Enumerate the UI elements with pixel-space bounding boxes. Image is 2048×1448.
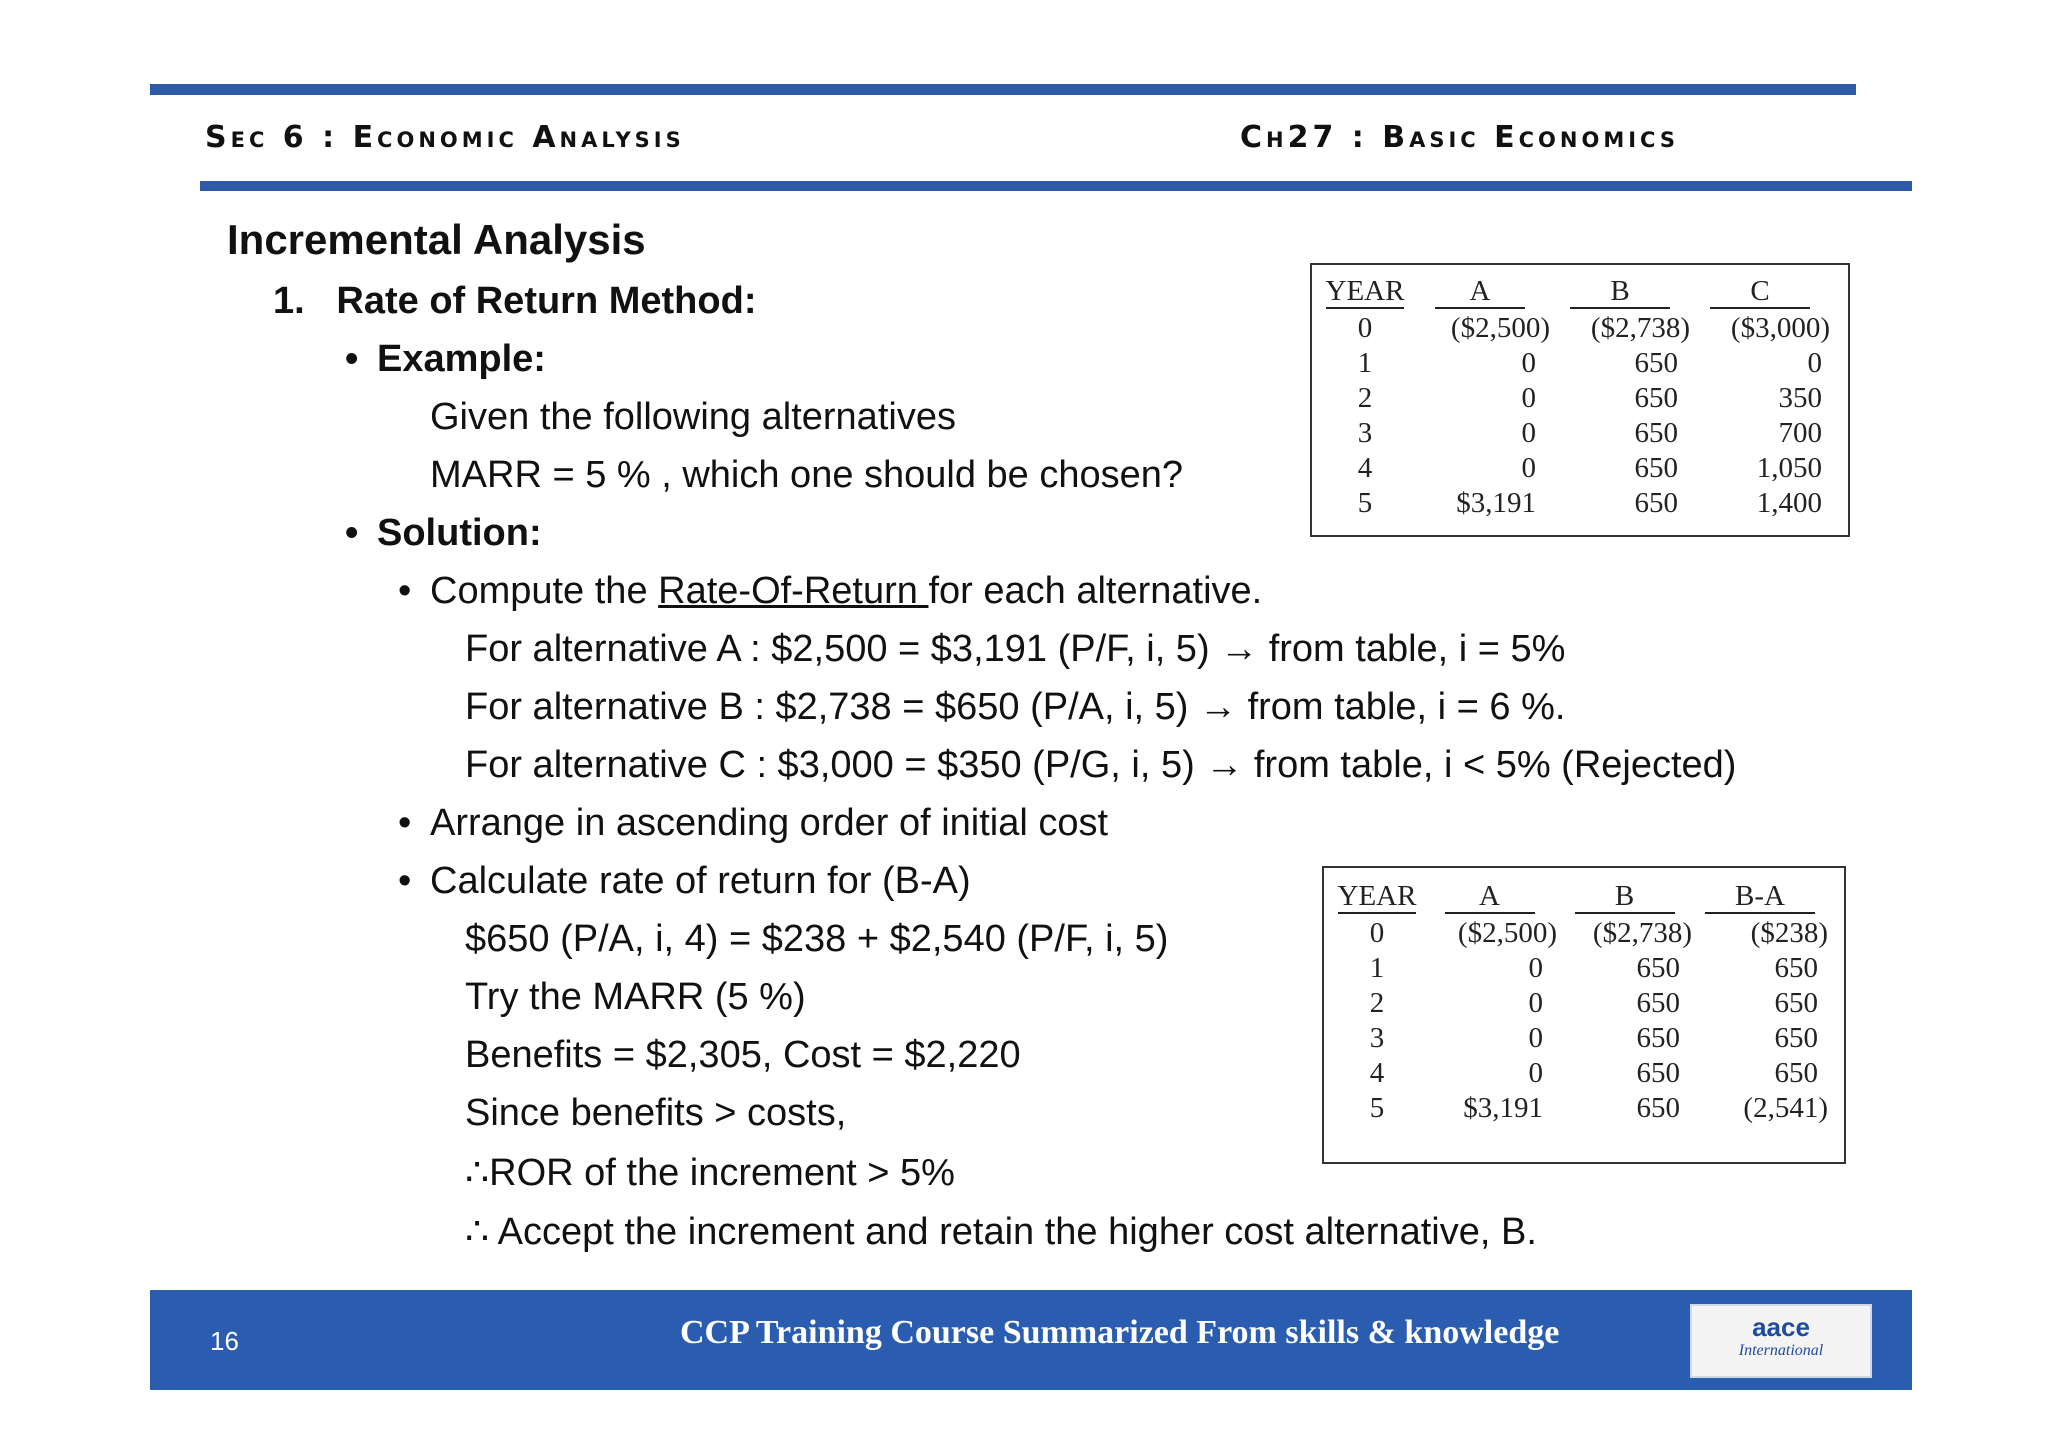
rate-of-return-link[interactable]: Rate-Of-Return	[658, 570, 929, 612]
alternatives-table	[1310, 263, 1850, 537]
example-heading	[345, 338, 546, 381]
method-heading	[273, 280, 756, 323]
calc-line: ∴ROR of the increment > 5%	[465, 1152, 955, 1194]
table-row: 5 $3,191 650 1,400	[1357, 487, 1822, 519]
column-header: YEAR	[1337, 880, 1417, 912]
table-row: 1 0 650 0	[1357, 347, 1822, 379]
table-row: 4 0 650 1,050	[1357, 452, 1822, 484]
bullet-icon: •	[398, 802, 412, 844]
solution-label: Solution:	[377, 512, 542, 554]
column-header: A	[1445, 880, 1535, 914]
table-row: 3 0 650 700	[1357, 417, 1822, 449]
bullet-icon: •	[345, 512, 359, 554]
compute-bullet: • Compute the Rate-Of-Return for each alternative.	[398, 570, 1263, 612]
header-top-rule	[150, 84, 1856, 95]
logo-subtitle: International	[1738, 1342, 1824, 1359]
column-header: YEAR	[1325, 275, 1405, 307]
table-row: 4 0 650 650	[1369, 1057, 1818, 1089]
example-line: Given the following alternatives	[430, 396, 956, 438]
table-row: 2 0 650 650	[1369, 987, 1818, 1019]
conclusion-line: ∴ Accept the increment and retain the higher cost alternative, B.	[465, 1211, 1537, 1253]
bullet-icon: •	[398, 570, 412, 612]
calculate-bullet: • Calculate rate of return for (B-A)	[398, 860, 971, 902]
column-header: B	[1570, 275, 1670, 309]
method-label: Rate of Return Method:	[336, 280, 757, 322]
aace-logo	[1690, 1304, 1872, 1378]
example-label: Example:	[377, 338, 546, 380]
calc-line: $650 (P/A, i, 4) = $238 + $2,540 (P/F, i, 5)	[465, 918, 1169, 960]
table-header-row	[1320, 273, 1830, 311]
slide-title: Incremental Analysis	[227, 216, 646, 263]
table-header-row	[1332, 878, 1828, 916]
footer-caption: CCP Training Course Summarized From skills & knowledge	[680, 1314, 1560, 1351]
bullet-icon: •	[345, 338, 359, 380]
arrange-bullet: • Arrange in ascending order of initial cost	[398, 802, 1109, 844]
page-number: 16	[210, 1326, 239, 1356]
table-row: 3 0 650 650	[1369, 1022, 1818, 1054]
header-bottom-rule	[200, 181, 1912, 191]
example-line: MARR = 5 % , which one should be chosen?	[430, 454, 1184, 496]
calc-line: Benefits = $2,305, Cost = $2,220	[465, 1034, 1021, 1076]
logo-wordmark: aace	[1752, 1312, 1810, 1342]
column-header: A	[1435, 275, 1525, 309]
alternative-b-line: For alternative B : $2,738 = $650 (P/A, i, 5) → from table, i = 6 %.	[465, 686, 1566, 728]
table-row: 1 0 650 650	[1369, 952, 1818, 984]
column-header: C	[1710, 275, 1810, 309]
table-row: 2 0 650 350	[1357, 382, 1822, 414]
alternative-a-line: For alternative A : $2,500 = $3,191 (P/F, i, 5) → from table, i = 5%	[465, 628, 1566, 670]
method-number: 1.	[273, 280, 305, 322]
calc-line: Try the MARR (5 %)	[465, 976, 806, 1018]
increment-table	[1322, 866, 1846, 1164]
calc-line: Since benefits > costs,	[465, 1092, 847, 1134]
bullet-icon: •	[398, 860, 412, 902]
table-row: 0 ($2,500) ($2,738) ($3,000)	[1357, 312, 1830, 344]
chapter-header: Ch27 : Basic Economics	[1240, 120, 1679, 155]
table-row: 5 $3,191 650 (2,541)	[1369, 1092, 1828, 1124]
column-header: B	[1575, 880, 1675, 914]
section-header: Sec 6 : Economic Analysis	[205, 120, 685, 155]
table-row: 0 ($2,500) ($2,738) ($238)	[1369, 917, 1828, 949]
column-header: B-A	[1705, 880, 1815, 914]
alternative-c-line: For alternative C : $3,000 = $350 (P/G, i, 5) → from table, i < 5% (Rejected)	[465, 744, 1737, 786]
solution-heading	[345, 512, 542, 555]
footer-bar	[150, 1290, 1912, 1390]
